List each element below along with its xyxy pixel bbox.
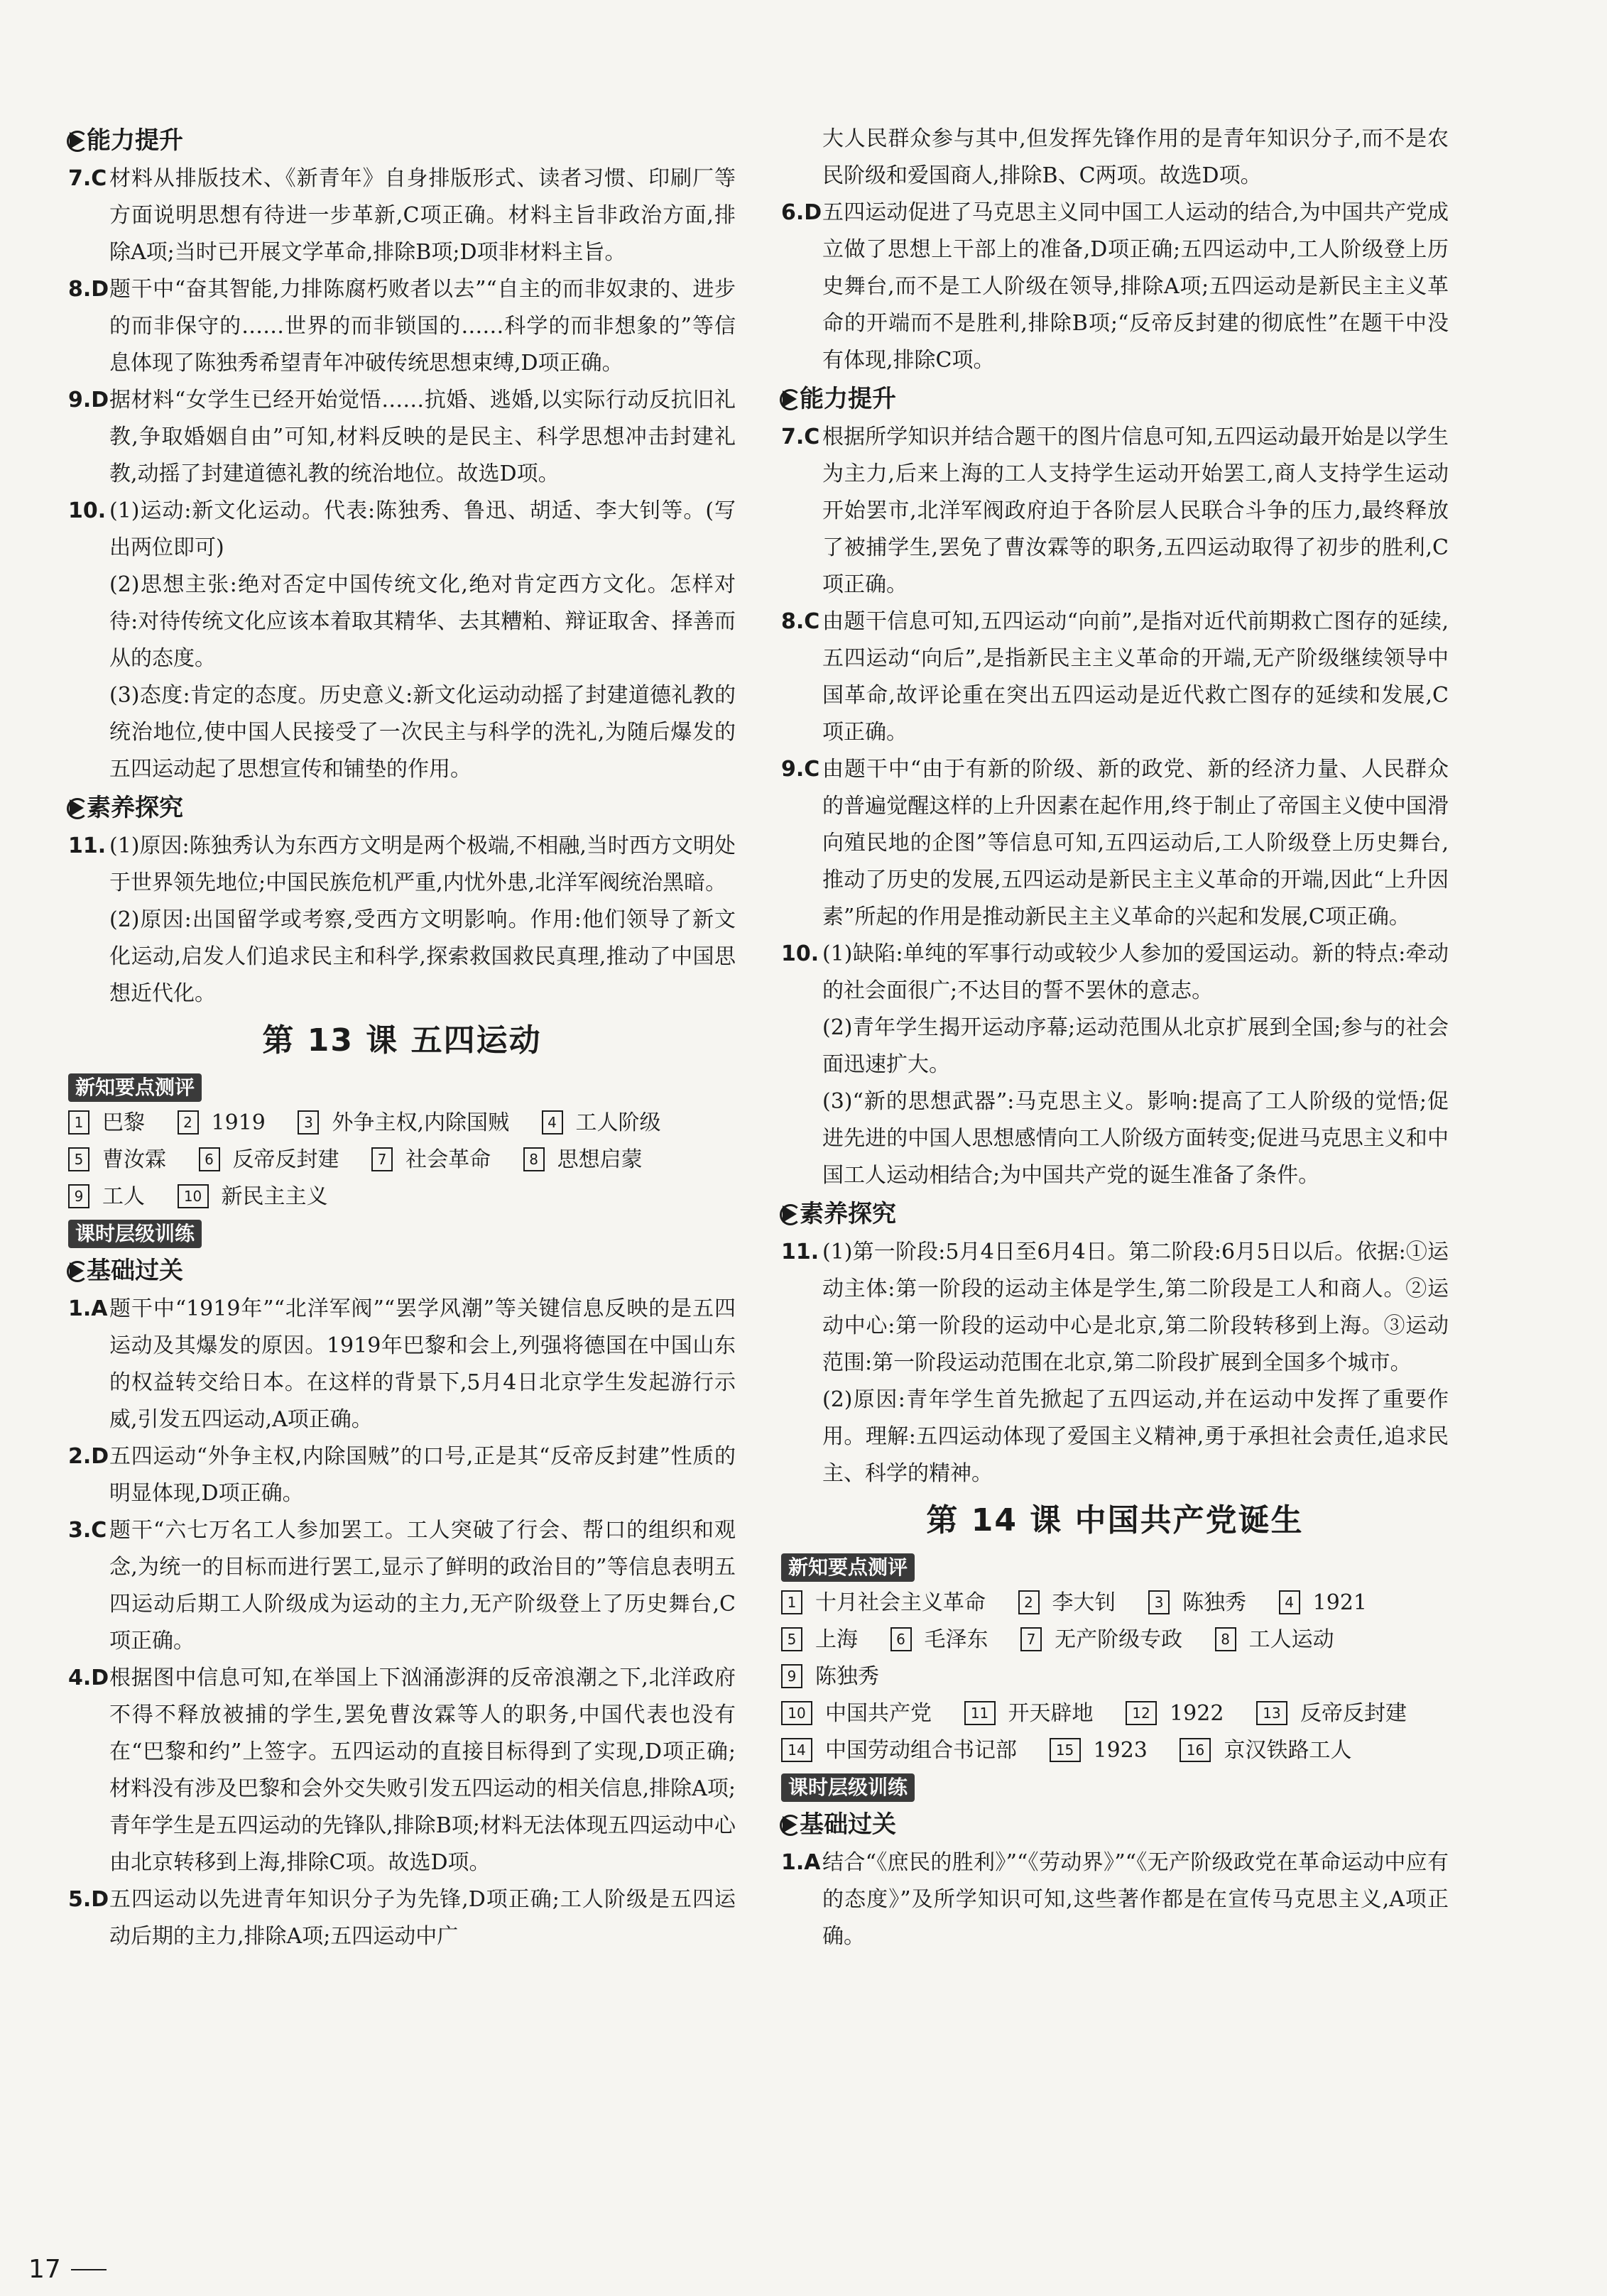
key-point: 5 上海 bbox=[781, 1627, 871, 1652]
answer-item: 5.D 五四运动以先进青年知识分子为先锋,D项正确;工人阶级是五四运动后期的主力,排除A项;五四运动中广 bbox=[68, 1887, 736, 1949]
key-point: 9 陈独秀 bbox=[781, 1664, 892, 1689]
answer-subitem: (2)原因:青年学生首先掀起了五四运动,并在运动中发挥了重要作用。理解:五四运动体现了爱国主义精神,勇于承担社会责任,追求民主、科学的精神。 bbox=[822, 1387, 1449, 1486]
answer-continuation: 大人民群众参与其中,但发挥先锋作用的是青年知识分子,而不是农民阶级和爱国商人,排除B、C两项。故选D项。 bbox=[822, 126, 1449, 188]
answer-item: 7.C 根据所学知识并结合题干的图片信息可知,五四运动最开始是以学生为主力,后来上海的工人支持学生运动开始罢工,商人支持学生运动开始罢市,北洋军阀政府迫于各阶层人民联合斗争的压力,最终释放了被捕学生,罢免了曹汝霖等的职务,五四运动取得了初步的胜利,C项正确。 bbox=[781, 425, 1449, 597]
answer-item: 11. (1)第一阶段:5月4日至6月4日。第二阶段:6月5日以后。依据:①运动主体:第一阶段的运动主体是学生,第二阶段是工人和商人。②运动中心:第一阶段的运动中心是北京,第二阶段转移到上海。③运动范围:第一阶段运动范围在北京,第二阶段扩展到全国多个城市。 bbox=[781, 1240, 1449, 1375]
answer-subitem: (3)“新的思想武器”:马克思主义。影响:提高了工人阶级的觉悟;促进先进的中国人思想感情向工人阶级方面转变;促进马克思主义和中国工人运动相结合;为中国共产党的诞生准备了条件。 bbox=[822, 1089, 1449, 1188]
key-point: 14 中国劳动组合书记部 bbox=[781, 1738, 1030, 1763]
answer-subitem: (2)青年学生揭开运动序幕;运动范围从北京扩展到全国;参与的社会面迅速扩大。 bbox=[822, 1015, 1449, 1077]
answer-item: 1.A 结合“《庶民的胜利》”“《劳动界》”“《无产阶级政党在革命运动中应有的态度》”及所学知识可知,这些著作都是在宣传马克思主义,A项正确。 bbox=[781, 1850, 1449, 1949]
key-point: 2 1919 bbox=[178, 1110, 278, 1135]
answer-item: 9.C 由题干中“由于有新的阶级、新的政党、新的经济力量、人民群众的普遍觉醒这样的上升因素在起作用,终于制止了帝国主义使中国滑向殖民地的企图”等信息可知,五四运动后,工人阶级登上历史舞台,推动了历史的发展,五四运动是新民主主义革命的开端,因此“上升因素”所起的作用是推动新民主主义革命的兴起和发展,C项正确。 bbox=[781, 757, 1449, 929]
key-point: 3 陈独秀 bbox=[1148, 1590, 1259, 1615]
key-point: 1 巴黎 bbox=[68, 1110, 158, 1135]
section-heading: 素养探究 bbox=[68, 789, 736, 826]
key-point: 11 开天辟地 bbox=[964, 1701, 1106, 1726]
play-icon bbox=[70, 132, 84, 149]
section-heading: 能力提升 bbox=[68, 122, 736, 159]
answer-item: 3.C 题干“六七万名工人参加罢工。工人突破了行会、帮口的组织和观念,为统一的目标而进行罢工,显示了鲜明的政治目的”等信息表明五四运动后期工人阶级成为运动的主力,无产阶级登上了历史舞台,C项正确。 bbox=[68, 1518, 736, 1653]
left-column bbox=[68, 121, 736, 1955]
key-point: 7 社会革命 bbox=[371, 1147, 503, 1172]
key-point: 4 工人阶级 bbox=[542, 1110, 674, 1135]
section-heading: 能力提升 bbox=[781, 381, 1449, 417]
section-heading: 基础过关 bbox=[781, 1806, 1449, 1843]
lesson-title: 第 13 课 五四运动 bbox=[262, 1022, 542, 1059]
answer-item: 2.D 五四运动“外争主权,内除国贼”的口号,正是其“反帝反封建”性质的明显体现,D项正确。 bbox=[68, 1444, 736, 1506]
answer-item: 7.C 材料从排版技术、《新青年》自身排版形式、读者习惯、印刷厂等方面说明思想有待进一步革新,C项正确。材料主旨非政治方面,排除A项;当时已开展文学革命,排除B项;D项非材料主旨。 bbox=[68, 166, 736, 265]
answer-item: 9.D 据材料“女学生已经开始觉悟……抗婚、逃婚,以实际行动反抗旧礼教,争取婚姻自由”可知,材料反映的是民主、科学思想冲击封建礼教,动摇了封建道德礼教的统治地位。故选D项。 bbox=[68, 388, 736, 486]
section-heading: 基础过关 bbox=[68, 1252, 736, 1289]
answer-item: 10. (1)缺陷:单纯的军事行动或较少人参加的爱国运动。新的特点:牵动的社会面很广;不达目的誓不罢休的意志。 bbox=[781, 941, 1449, 1003]
tag-label: 课时层级训练 bbox=[781, 1773, 915, 1802]
key-point: 6 反帝反封建 bbox=[199, 1147, 352, 1172]
key-point: 10 新民主主义 bbox=[178, 1184, 341, 1209]
tag-label: 课时层级训练 bbox=[68, 1220, 202, 1248]
tag-label: 新知要点测评 bbox=[68, 1073, 202, 1102]
key-point: 8 思想启蒙 bbox=[523, 1147, 655, 1172]
answer-subitem: (2)思想主张:绝对否定中国传统文化,绝对肯定西方文化。怎样对待:对待传统文化应该本着取其精华、去其糟粕、辩证取舍、择善而从的态度。 bbox=[109, 572, 736, 671]
key-point: 8 工人运动 bbox=[1215, 1627, 1347, 1652]
key-point: 16 京汉铁路工人 bbox=[1180, 1738, 1364, 1763]
answer-item: 10. (1)运动:新文化运动。代表:陈独秀、鲁迅、胡适、李大钊等。(写出两位即可) bbox=[68, 498, 736, 560]
play-icon bbox=[70, 1262, 84, 1279]
key-point: 5 曹汝霖 bbox=[68, 1147, 179, 1172]
key-point: 12 1922 bbox=[1126, 1701, 1236, 1726]
key-points-13 bbox=[68, 1105, 736, 1215]
key-point: 4 1921 bbox=[1279, 1590, 1380, 1615]
lesson-title: 第 14 课 中国共产党诞生 bbox=[926, 1502, 1304, 1538]
key-point: 2 李大钊 bbox=[1018, 1590, 1129, 1615]
answer-item: 4.D 根据图中信息可知,在举国上下汹涌澎湃的反帝浪潮之下,北洋政府不得不释放被捕的学生,罢免曹汝霖等人的职务,中国代表也没有在“巴黎和约”上签字。五四运动的直接目标得到了实现,D项正确;材料没有涉及巴黎和会外交失败引发五四运动的相关信息,排除A项;青年学生是五四运动的先锋队,排除B项;材料无法体现五四运动中心由北京转移到上海,排除C项。故选D项。 bbox=[68, 1666, 736, 1875]
answer-item: 8.C 由题干信息可知,五四运动“向前”,是指对近代前期救亡图存的延续,五四运动“向后”,是指新民主主义革命的开端,无产阶级继续领导中国革命,故评论重在突出五四运动是近代救亡图存的延续和发展,C项正确。 bbox=[781, 609, 1449, 745]
key-point: 3 外争主权,内除国贼 bbox=[298, 1110, 522, 1135]
page-number: 17 bbox=[28, 2255, 107, 2284]
key-point: 9 工人 bbox=[68, 1184, 158, 1209]
key-point: 10 中国共产党 bbox=[781, 1701, 944, 1726]
answer-item: 1.A 题干中“1919年”“北洋军阀”“罢学风潮”等关键信息反映的是五四运动及其爆发的原因。1919年巴黎和会上,列强将德国在中国山东的权益转交给日本。在这样的背景下,5月4日北京学生发起游行示威,引发五四运动,A项正确。 bbox=[68, 1296, 736, 1432]
key-point: 15 1923 bbox=[1050, 1738, 1160, 1763]
key-point: 7 无产阶级专政 bbox=[1020, 1627, 1195, 1652]
answer-subitem: (3)态度:肯定的态度。历史意义:新文化运动动摇了封建道德礼教的统治地位,使中国人民接受了一次民主与科学的洗礼,为随后爆发的五四运动起了思想宣传和铺垫的作用。 bbox=[109, 683, 736, 782]
play-icon bbox=[783, 1816, 797, 1833]
tag-label: 新知要点测评 bbox=[781, 1553, 915, 1582]
key-point: 6 毛泽东 bbox=[890, 1627, 1001, 1652]
key-points-14 bbox=[781, 1585, 1449, 1769]
section-heading: 素养探究 bbox=[781, 1196, 1449, 1232]
right-column bbox=[781, 121, 1449, 1955]
play-icon bbox=[783, 1206, 797, 1223]
play-icon bbox=[70, 799, 84, 816]
play-icon bbox=[783, 390, 797, 408]
answer-item: 8.D 题干中“奋其智能,力排陈腐朽败者以去”“自主的而非奴隶的、进步的而非保守的……世界的而非锁国的……科学的而非想象的”等信息体现了陈独秀希望青年冲破传统思想束缚,D项正确。 bbox=[68, 277, 736, 376]
key-point: 1 十月社会主义革命 bbox=[781, 1590, 998, 1615]
key-point: 13 反帝反封建 bbox=[1256, 1701, 1420, 1726]
answer-item: 6.D 五四运动促进了马克思主义同中国工人运动的结合,为中国共产党成立做了思想上干部上的准备,D项正确;五四运动中,工人阶级登上历史舞台,而不是工人阶级在领导,排除A项;五四运动是新民主主义革命的开端而不是胜利,排除B项;“反帝反封建的彻底性”在题干中没有体现,排除C项。 bbox=[781, 200, 1449, 373]
answer-item: 11. (1)原因:陈独秀认为东西方文明是两个极端,不相融,当时西方文明处于世界领先地位;中国民族危机严重,内忧外患,北洋军阀统治黑暗。 bbox=[68, 833, 736, 895]
answer-subitem: (2)原因:出国留学或考察,受西方文明影响。作用:他们领导了新文化运动,启发人们追求民主和科学,探索救国救民真理,推动了中国思想近代化。 bbox=[109, 907, 736, 1006]
